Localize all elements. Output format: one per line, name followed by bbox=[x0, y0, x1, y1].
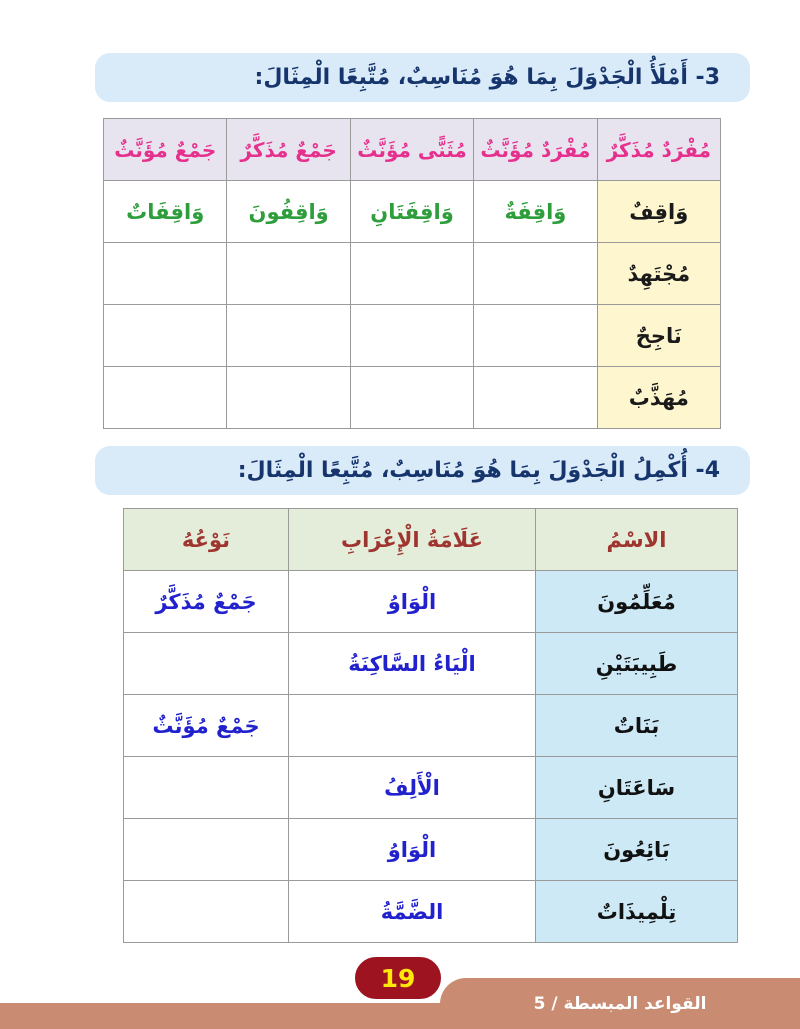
example-answer-cell: وَاقِفَةٌ bbox=[474, 181, 597, 243]
blank-cell bbox=[124, 819, 289, 881]
exercise-4-title-band bbox=[95, 446, 750, 495]
table-header-row bbox=[124, 509, 738, 571]
example-answer-cell: وَاقِفُونَ bbox=[227, 181, 350, 243]
exercise-3-title: 3- أَمْلَأُ الْجَدْوَلَ بِمَا هُوَ مُنَاسِبٌ، مُتَّبِعًا الْمِثَالَ: bbox=[254, 65, 720, 90]
blank-cell bbox=[104, 305, 227, 367]
blank-cell bbox=[474, 305, 597, 367]
noun-cell: مُعَلِّمُونَ bbox=[536, 571, 738, 633]
exercise-4-table bbox=[123, 508, 738, 943]
table-row bbox=[124, 695, 738, 757]
blank-cell bbox=[227, 305, 350, 367]
noun-cell: بَائِعُونَ bbox=[536, 819, 738, 881]
header-cell: الاسْمُ bbox=[536, 509, 738, 571]
table-row bbox=[104, 181, 721, 243]
model-word-cell: وَاقِفٌ bbox=[597, 181, 720, 243]
blank-cell bbox=[350, 243, 473, 305]
example-answer-cell: وَاقِفَتَانِ bbox=[350, 181, 473, 243]
page-number: 19 bbox=[380, 963, 416, 993]
table-row bbox=[104, 305, 721, 367]
answer-cell: الْوَاوُ bbox=[289, 571, 536, 633]
book-series-label: القواعد المبسطة / 5 bbox=[533, 993, 707, 1014]
table-row bbox=[124, 571, 738, 633]
table-row bbox=[104, 243, 721, 305]
example-answer-cell: وَاقِفَاتٌ bbox=[104, 181, 227, 243]
noun-cell: طَبِيبَتَيْنِ bbox=[536, 633, 738, 695]
exercise-3-table bbox=[103, 118, 721, 429]
table-row bbox=[124, 757, 738, 819]
table-row bbox=[124, 633, 738, 695]
noun-cell: تِلْمِيذَاتٌ bbox=[536, 881, 738, 943]
answer-cell: الْأَلِفُ bbox=[289, 757, 536, 819]
exercise-4-title: 4- أُكْمِلُ الْجَدْوَلَ بِمَا هُوَ مُنَاسِبٌ، مُتَّبِعًا الْمِثَالَ: bbox=[237, 458, 720, 483]
table-header-row bbox=[104, 119, 721, 181]
noun-cell: بَنَاتٌ bbox=[536, 695, 738, 757]
page-number-badge bbox=[352, 954, 444, 1002]
blank-cell bbox=[124, 881, 289, 943]
blank-cell bbox=[227, 367, 350, 429]
answer-cell: الْوَاوُ bbox=[289, 819, 536, 881]
blank-cell bbox=[124, 633, 289, 695]
table-row bbox=[124, 819, 738, 881]
model-word-cell: نَاجِحٌ bbox=[597, 305, 720, 367]
blank-cell bbox=[289, 695, 536, 757]
model-word-cell: مُهَذَّبٌ bbox=[597, 367, 720, 429]
blank-cell bbox=[104, 243, 227, 305]
header-cell: جَمْعٌ مُذَكَّرٌ bbox=[227, 119, 350, 181]
header-cell: مُثَنًّى مُؤَنَّثٌ bbox=[350, 119, 473, 181]
answer-cell: الْيَاءُ السَّاكِنَةُ bbox=[289, 633, 536, 695]
noun-cell: سَاعَتَانِ bbox=[536, 757, 738, 819]
header-cell: مُفْرَدٌ مُذَكَّرٌ bbox=[597, 119, 720, 181]
model-word-cell: مُجْتَهِدٌ bbox=[597, 243, 720, 305]
exercise-3-title-band bbox=[95, 53, 750, 102]
header-cell: عَلَامَةُ الْإِعْرَابِ bbox=[289, 509, 536, 571]
table-row bbox=[124, 881, 738, 943]
blank-cell bbox=[474, 367, 597, 429]
header-cell: نَوْعُهُ bbox=[124, 509, 289, 571]
blank-cell bbox=[124, 757, 289, 819]
blank-cell bbox=[350, 367, 473, 429]
blank-cell bbox=[104, 367, 227, 429]
footer-raised-band bbox=[440, 978, 800, 1029]
answer-cell: جَمْعٌ مُذَكَّرٌ bbox=[124, 571, 289, 633]
answer-cell: جَمْعٌ مُؤَنَّثٌ bbox=[124, 695, 289, 757]
table-row bbox=[104, 367, 721, 429]
blank-cell bbox=[474, 243, 597, 305]
header-cell: جَمْعٌ مُؤَنَّثٌ bbox=[104, 119, 227, 181]
blank-cell bbox=[350, 305, 473, 367]
answer-cell: الضَّمَّةُ bbox=[289, 881, 536, 943]
header-cell: مُفْرَدٌ مُؤَنَّثٌ bbox=[474, 119, 597, 181]
blank-cell bbox=[227, 243, 350, 305]
